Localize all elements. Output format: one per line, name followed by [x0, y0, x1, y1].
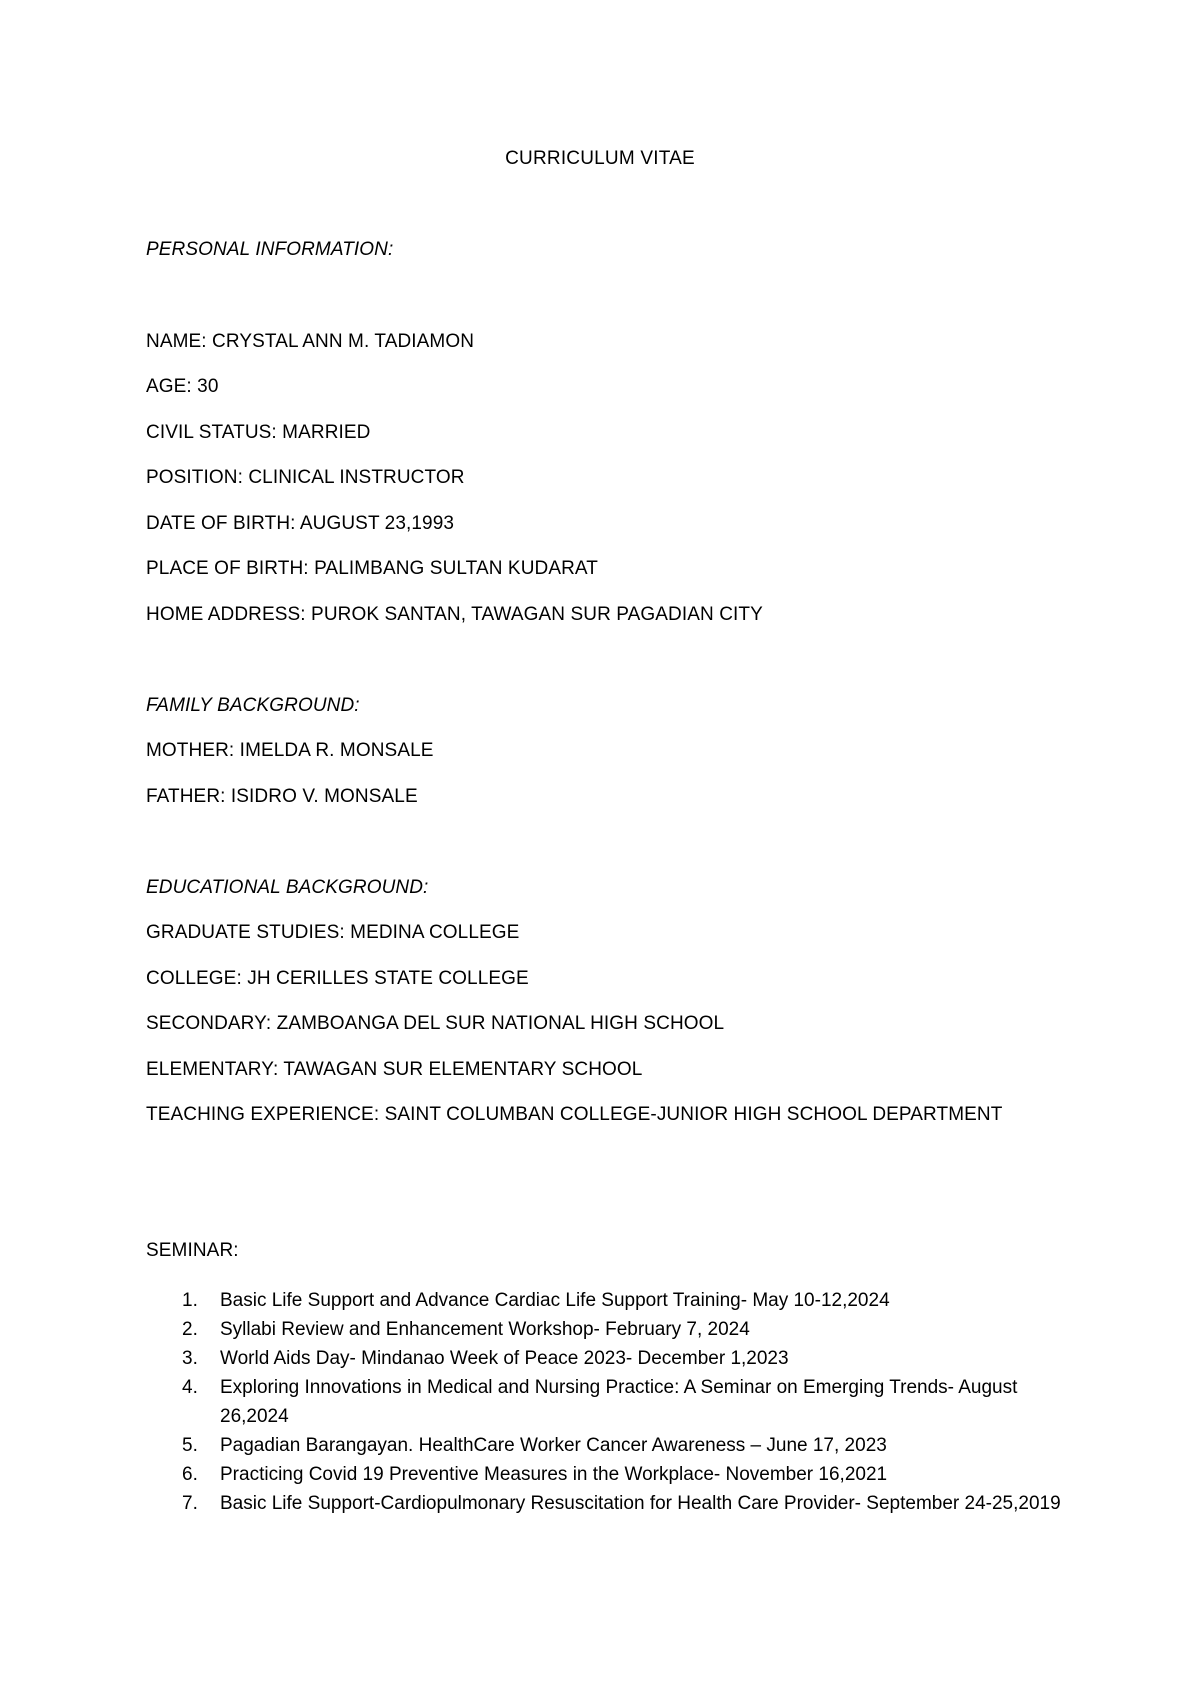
list-item — [146, 1373, 1066, 1431]
mother-line: MOTHER: IMELDA R. MONSALE — [146, 740, 434, 761]
list-item-number: 2. — [182, 1319, 198, 1340]
list-item — [146, 1431, 1066, 1460]
list-item — [146, 1286, 1066, 1315]
father-line: FATHER: ISIDRO V. MONSALE — [146, 786, 418, 807]
teaching-experience-line: TEACHING EXPERIENCE: SAINT COLUMBAN COLLEGE-JUNIOR HIGH SCHOOL DEPARTMENT — [146, 1104, 1003, 1125]
list-item-number: 3. — [182, 1348, 198, 1369]
family-background-heading: FAMILY BACKGROUND: — [146, 695, 360, 716]
position-line: POSITION: CLINICAL INSTRUCTOR — [146, 467, 465, 488]
list-item — [146, 1489, 1066, 1518]
elementary-line: ELEMENTARY: TAWAGAN SUR ELEMENTARY SCHOOL — [146, 1059, 643, 1080]
list-item — [146, 1344, 1066, 1373]
list-item-text: Basic Life Support-Cardiopulmonary Resuscitation for Health Care Provider- September 24-25,2019 — [220, 1493, 1061, 1514]
college-line: COLLEGE: JH CERILLES STATE COLLEGE — [146, 968, 529, 989]
list-item — [146, 1315, 1066, 1344]
list-item-text: World Aids Day- Mindanao Week of Peace 2023- December 1,2023 — [220, 1348, 789, 1369]
list-item-text: Practicing Covid 19 Preventive Measures in the Workplace- November 16,2021 — [220, 1464, 888, 1485]
seminar-list — [146, 1286, 1066, 1518]
age-line: AGE: 30 — [146, 376, 219, 397]
document-title: CURRICULUM VITAE — [505, 148, 695, 169]
list-item-text: Syllabi Review and Enhancement Workshop- February 7, 2024 — [220, 1319, 750, 1340]
list-item — [146, 1460, 1066, 1489]
seminar-heading: SEMINAR: — [146, 1240, 239, 1261]
list-item-text: Basic Life Support and Advance Cardiac Life Support Training- May 10-12,2024 — [220, 1290, 890, 1311]
name-line: NAME: CRYSTAL ANN M. TADIAMON — [146, 331, 475, 352]
list-item-number: 5. — [182, 1435, 198, 1456]
home-address-line: HOME ADDRESS: PUROK SANTAN, TAWAGAN SUR PAGADIAN CITY — [146, 604, 763, 625]
civil-status-line: CIVIL STATUS: MARRIED — [146, 422, 371, 443]
list-item-number: 6. — [182, 1464, 198, 1485]
list-item-text: Pagadian Barangayan. HealthCare Worker Cancer Awareness – June 17, 2023 — [220, 1435, 887, 1456]
list-item-number: 7. — [182, 1493, 198, 1514]
graduate-studies-line: GRADUATE STUDIES: MEDINA COLLEGE — [146, 922, 520, 943]
place-of-birth-line: PLACE OF BIRTH: PALIMBANG SULTAN KUDARAT — [146, 558, 598, 579]
list-item-number: 4. — [182, 1377, 198, 1398]
educational-background-heading: EDUCATIONAL BACKGROUND: — [146, 877, 429, 898]
secondary-line: SECONDARY: ZAMBOANGA DEL SUR NATIONAL HIGH SCHOOL — [146, 1013, 725, 1034]
list-item-number: 1. — [182, 1290, 198, 1311]
date-of-birth-line: DATE OF BIRTH: AUGUST 23,1993 — [146, 513, 455, 534]
personal-info-heading: PERSONAL INFORMATION: — [146, 239, 394, 260]
list-item-text: Exploring Innovations in Medical and Nursing Practice: A Seminar on Emerging Trends- August 26,2024 — [220, 1377, 1018, 1427]
